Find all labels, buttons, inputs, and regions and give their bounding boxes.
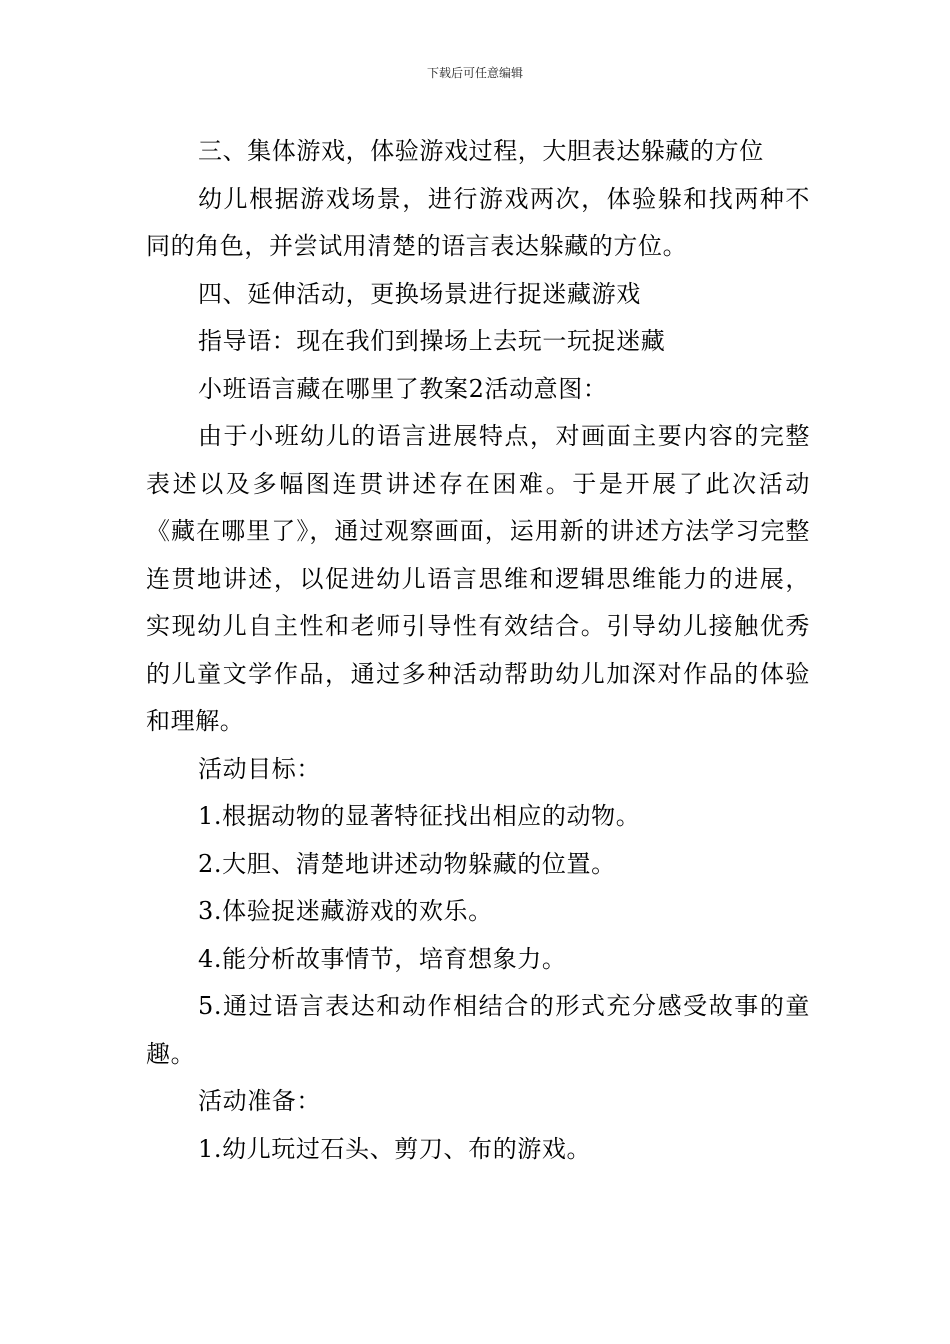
document-body: [146, 128, 810, 1173]
list-item-goal-5: 5.通过语言表达和动作相结合的形式充分感受故事的童趣。: [146, 992, 810, 1068]
paragraph-game-description: 幼儿根据游戏场景，进行游戏两次，体验躲和找两种不同的角色，并尝试用清楚的语言表达躲藏的方位。: [146, 184, 810, 260]
list-item-goal-4: 4.能分析故事情节，培育想象力。: [198, 944, 567, 973]
list-item-goal-2: 2.大胆、清楚地讲述动物躲藏的位置。: [198, 849, 616, 878]
page-header: 下载后可任意编辑: [426, 66, 523, 80]
paragraph-activity-intent: 由于小班幼儿的语言进展特点，对画面主要内容的完整表述以及多幅图连贯讲述存在困难。于是开展了此次活动《藏在哪里了》，通过观察画面，运用新的讲述方法学习完整连贯地讲述，以促进幼儿语言思维和逻辑思维能力的进展，实现幼儿自主性和老师引导性有效结合。引导幼儿接触优秀的儿童文学作品，通过多种活动帮助幼儿加深对作品的体验和理解。: [146, 422, 810, 735]
list-item-goal-3: 3.体验捉迷藏游戏的欢乐。: [198, 897, 493, 925]
list-item-goal-1: 1.根据动物的显著特征找出相应的动物。: [198, 802, 641, 830]
section-heading-extension-activity: 四、延伸活动，更换场景进行捉迷藏游戏: [198, 279, 641, 308]
list-item-preparation-1: 1.幼儿玩过石头、剪刀、布的游戏。: [198, 1134, 592, 1163]
section-heading-collective-game: 三、集体游戏，体验游戏过程，大胆表达躲藏的方位: [198, 137, 764, 165]
section-heading-activity-preparation: 活动准备：: [198, 1087, 321, 1115]
section-heading-activity-goals: 活动目标：: [198, 754, 321, 783]
paragraph-guidance: 指导语：现在我们到操场上去玩一玩捉迷藏: [198, 327, 666, 355]
section-heading-lesson-2-intent: 小班语言藏在哪里了教案2活动意图：: [198, 374, 608, 403]
